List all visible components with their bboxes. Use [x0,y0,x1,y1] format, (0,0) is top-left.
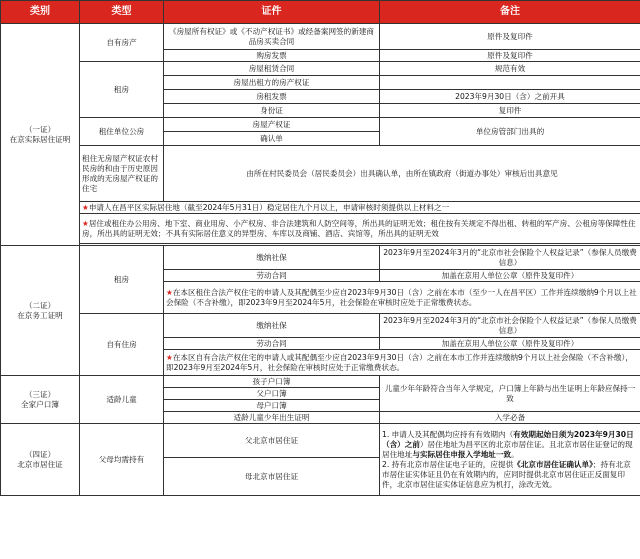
sec2-own-type: 自有住房 [80,314,164,376]
sec3-note4: 入学必备 [380,412,640,424]
sec2-own-note2: 加盖在京用人单位公章（原件及复印件） [380,338,640,350]
sec1-rent-note3: 2023年9月30日（含）之前开具 [380,90,640,104]
sec1-unit-doc1: 房屋产权证 [164,118,380,132]
sec4-doc2: 母北京市居住证 [164,458,380,496]
sec2-own-note1: 2023年9月至2024年3月的“北京市社会保险个人权益记录”（参保人员缴费信息） [380,314,640,338]
sec3-doc2: 父户口簿 [164,388,380,400]
sec3-note: 儿童少年年龄符合当年入学规定，户口簿上年龄与出生证明上年龄应保持一致 [380,376,640,412]
sec3-doc1: 孩子户口簿 [164,376,380,388]
sec2-rent-type: 租房 [80,246,164,314]
sec1-own-note1: 原件及复印件 [380,24,640,50]
sec3-doc4: 适龄儿童少年出生证明 [164,412,380,424]
sec1-unit-doc2: 确认单 [164,132,380,146]
sec2-rent-note2: 加盖在京用人单位公章（原件及复印件） [380,270,640,282]
sec2-rent-note1: 2023年9月至2024年3月的“北京市社会保险个人权益记录”（参保人员缴费信息） [380,246,640,270]
sec1-own-doc1: 《房屋所有权证》或《不动产权证书》或经备案网签的新建商品房买卖合同 [164,24,380,50]
header-category: 类别 [1,1,80,24]
header-notes: 备注 [380,1,640,24]
sec1-rent-doc4: 身份证 [164,104,380,118]
sec4-category: （四证） 北京市居住证 [1,424,80,496]
sec2-own-doc2: 劳动合同 [164,338,380,350]
sec2-rent-doc1: 缴纳社保 [164,246,380,270]
header-type: 类型 [80,1,164,24]
sec4-doc1: 父北京市居住证 [164,424,380,458]
sec1-rent-note2 [380,76,640,90]
sec3-doc3: 母户口簿 [164,400,380,412]
sec1-rural-note: 由所在村民委员会（居民委员会）出具确认单，由所在镇政府（街道办事处）审核后出具意见 [164,146,640,202]
sec1-rural-type: 租住无房屋产权证农村民房的和由于历史原因形成的无房屋产权证的住宅 [80,146,164,202]
sec2-own-star: ★在本区自有合法产权住宅的申请人或其配偶至少应自2023年9月30日（含）之前在本市工作并连续缴纳9个月以上社会保险（不含补缴），即2023年9月至2024年5月，社会保险在审核时应处于正常缴费状态。 [164,350,640,376]
sec1-rent-doc1: 房屋租赁合同 [164,62,380,76]
sec1-own-type: 自有房产 [80,24,164,62]
sec1-own-note2: 原件及复印件 [380,50,640,62]
sec3-type: 适龄儿童 [80,376,164,424]
sec2-own-doc1: 缴纳社保 [164,314,380,338]
header-row [1,1,640,24]
sec1-unit-note: 单位房管部门出具的 [380,118,640,146]
sec1-rent-note1: 规范有效 [380,62,640,76]
sec3-category: （三证） 全家户口簿 [1,376,80,424]
header-docs: 证件 [164,1,380,24]
sec1-rent-doc2: 房屋出租方的房产权证 [164,76,380,90]
sec1-own-doc2: 购房发票 [164,50,380,62]
sec1-rent-note4: 复印件 [380,104,640,118]
sec1-rent-doc3: 房租发票 [164,90,380,104]
sec1-rent-type: 租房 [80,62,164,118]
sec1-star2: ★居住或租住办公用房、地下室、商业用房、小产权房、非合法建筑和人防空间等，所出具的证明无效；租住按有关规定不得出租、转租的军产房、公租房等保障性住房，所出具的证明无效；不具有实际居住意义的异型房、车库以及商铺、酒店、宾馆等，所出具的证明无效 [80,214,640,244]
sec4-note: 1. 申请人及其配偶均应持有有效期内（有效期起始日须为2023年9月30日（含）之前）居住地址为昌平区的北京市居住证。且北京市居住证登记的现居住地址与实际居住申报入学地址一致。 2. 持有北京市居住证电子证的，应提供《北京市居住证确认单》；持有北京市居住证实体证且仍在有效期内的，应同时提供北京市居住证正反面复印件，北京市居住证实体证信息应为机打，涂改无效。 [380,424,640,496]
sec1-category: （一证） 在京实际居住证明 [1,24,80,246]
sec2-rent-star: ★在本区租住合法产权住宅的申请人及其配偶至少应自2023年9月30日（含）之前在本市（至少一人在昌平区）工作并连续缴纳9个月以上社会保险（不含补缴），即2023年9月至2024年5月，社会保险在审核时应处于正常缴费状态。 [164,282,640,314]
sec2-rent-doc2: 劳动合同 [164,270,380,282]
sec2-category: （二证） 在京务工证明 [1,246,80,376]
sec1-unit-type: 租住单位公房 [80,118,164,146]
sec1-star1: ★申请人在昌平区实际居住地（截至2024年5月31日）稳定居住九个月以上，申请审核时须提供以上材料之一 [80,202,640,214]
sec4-type: 父母均需持有 [80,424,164,496]
